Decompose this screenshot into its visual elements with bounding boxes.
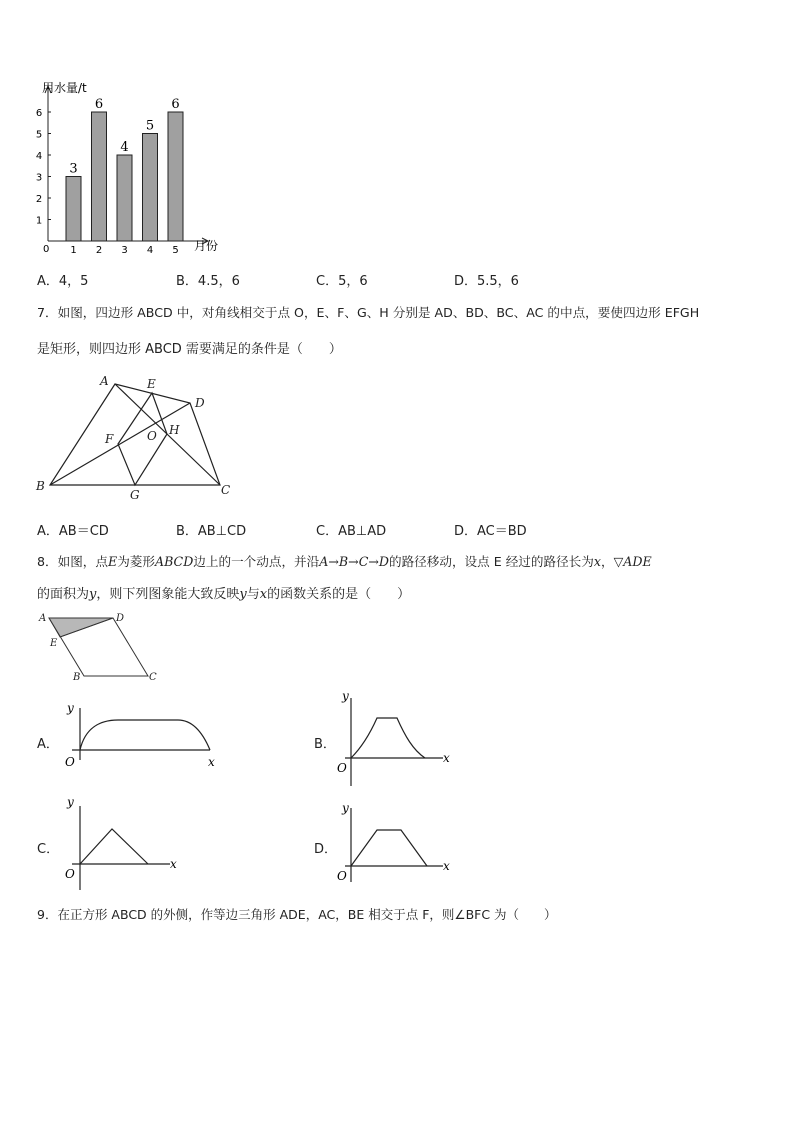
chart-ylabel: 用水量/t xyxy=(42,81,87,95)
q8-l2-a: 的面积为 xyxy=(37,587,90,602)
q8-l1-path: A→B→C→D xyxy=(319,554,389,569)
q8-graph-d[interactable] xyxy=(333,800,463,890)
q6-option-d[interactable]: D．5.5，6 xyxy=(454,274,519,289)
bar-data-label: 3 xyxy=(69,161,78,177)
q8-option-a[interactable]: A． xyxy=(37,737,59,752)
rh-label-d: D xyxy=(116,613,125,624)
q8-graph-b[interactable] xyxy=(333,688,463,788)
q8-l2-y: y xyxy=(89,587,97,602)
q8-l2-c: 与 xyxy=(246,587,260,602)
bar xyxy=(168,112,183,241)
q8-l1-d: 的路径移动，设点 E 经过的路径长为 xyxy=(388,554,594,569)
q8-l2-x: x xyxy=(259,587,268,602)
x-tick-label: 2 xyxy=(95,245,103,256)
q8-l2-y2: y xyxy=(239,587,247,602)
q8-l1-c: 边上的一个动点，并沿 xyxy=(193,554,320,569)
q8-stem-line2 xyxy=(37,583,410,602)
q8-l1-e: E xyxy=(107,554,118,569)
ga-y: y xyxy=(67,701,74,715)
label-f: F xyxy=(105,432,114,446)
q8-l1-e2: ， xyxy=(600,554,614,569)
label-a: A xyxy=(100,374,109,388)
q7-quadrilateral-figure xyxy=(30,370,240,505)
q8-l1-b: 为菱形 xyxy=(117,554,155,569)
q8-l2-d: 的函数关系的是（ ） xyxy=(267,587,411,602)
q7-stem-line2: 是矩形，则四边形 ABCD 需要满足的条件是（ ） xyxy=(37,342,342,357)
q8-option-d[interactable]: D． xyxy=(314,842,338,857)
q7-option-b[interactable]: B．AB⊥CD xyxy=(176,524,247,539)
q8-l1-tri: ▽ADE xyxy=(613,554,652,569)
rh-label-c: C xyxy=(149,672,157,683)
q8-option-b[interactable]: B． xyxy=(314,737,336,752)
bar xyxy=(143,134,158,242)
bar-data-label: 6 xyxy=(171,97,180,112)
q9-stem: 9．在正方形 ABCD 的外侧，作等边三角形 ADE，AC，BE 相交于点 F，则∠BFC 为（ ） xyxy=(37,907,557,922)
x-tick-label: 5 xyxy=(172,245,179,256)
label-b: B xyxy=(36,479,45,493)
q7-option-a[interactable]: A．AB＝CD xyxy=(37,524,109,539)
x-tick-label: 1 xyxy=(70,245,77,256)
q8-l2-b: ，则下列图象能大致反映 xyxy=(96,587,240,602)
gc-o: O xyxy=(65,867,75,881)
label-c: C xyxy=(221,483,231,497)
q6-option-b[interactable]: B．4.5，6 xyxy=(176,274,240,289)
gb-y: y xyxy=(342,689,349,703)
chart-xlabel: 月份 xyxy=(194,239,219,253)
gc-x: x xyxy=(170,857,177,871)
diagonal-bd xyxy=(50,403,190,485)
quad-efgh xyxy=(118,393,167,485)
y-tick-label: 5 xyxy=(35,129,43,141)
y-tick-label: 2 xyxy=(35,194,43,205)
label-e: E xyxy=(147,377,156,391)
q8-l1-x: x xyxy=(593,554,601,569)
y-tick-label: 1 xyxy=(35,215,43,227)
rh-label-a: A xyxy=(39,613,47,624)
bar xyxy=(92,112,107,241)
y-tick-label: 3 xyxy=(35,172,43,184)
bar-data-label: 6 xyxy=(94,97,104,112)
bar-data-label: 5 xyxy=(145,118,155,134)
chart-origin-label: 0 xyxy=(43,244,50,255)
q8-rhombus-figure xyxy=(36,608,166,688)
y-tick-label: 4 xyxy=(35,151,43,162)
q7-option-d[interactable]: D．AC＝BD xyxy=(454,524,527,539)
q8-stem-line1 xyxy=(37,551,652,570)
label-h: H xyxy=(169,423,180,437)
q6-option-a[interactable]: A．4，5 xyxy=(37,274,89,289)
rh-label-e: E xyxy=(50,638,58,649)
water-usage-bar-chart xyxy=(28,78,268,263)
q8-graph-a[interactable] xyxy=(60,700,230,770)
q7-stem-line1: 7．如图，四边形 ABCD 中，对角线相交于点 O，E、F、G、H 分别是 AD、BD、BC、AC 的中点，要使四边形 EFGH xyxy=(37,305,700,320)
y-tick-label: 6 xyxy=(35,108,43,119)
label-g: G xyxy=(130,488,140,502)
gd-y: y xyxy=(342,801,349,815)
bar xyxy=(66,177,81,242)
label-d: D xyxy=(195,396,205,410)
gb-x: x xyxy=(443,751,450,765)
gc-y: y xyxy=(67,795,74,809)
rh-label-b: B xyxy=(73,672,81,683)
gb-o: O xyxy=(337,761,347,775)
bar xyxy=(117,155,132,241)
q8-option-c[interactable]: C． xyxy=(37,842,60,857)
q7-option-c[interactable]: C．AB⊥AD xyxy=(316,524,387,539)
ga-x: x xyxy=(208,755,215,769)
label-o: O xyxy=(147,429,157,443)
q8-l1-a: 8．如图，点 xyxy=(37,554,108,569)
q6-option-c[interactable]: C．5，6 xyxy=(316,274,368,289)
gd-o: O xyxy=(337,869,347,883)
ga-o: O xyxy=(65,755,75,769)
q8-l1-abcd: ABCD xyxy=(154,554,194,569)
q8-graph-c[interactable] xyxy=(60,794,190,894)
x-tick-label: 3 xyxy=(121,245,128,256)
x-tick-label: 4 xyxy=(146,245,154,256)
gd-x: x xyxy=(443,859,450,873)
bar-data-label: 4 xyxy=(120,140,129,155)
